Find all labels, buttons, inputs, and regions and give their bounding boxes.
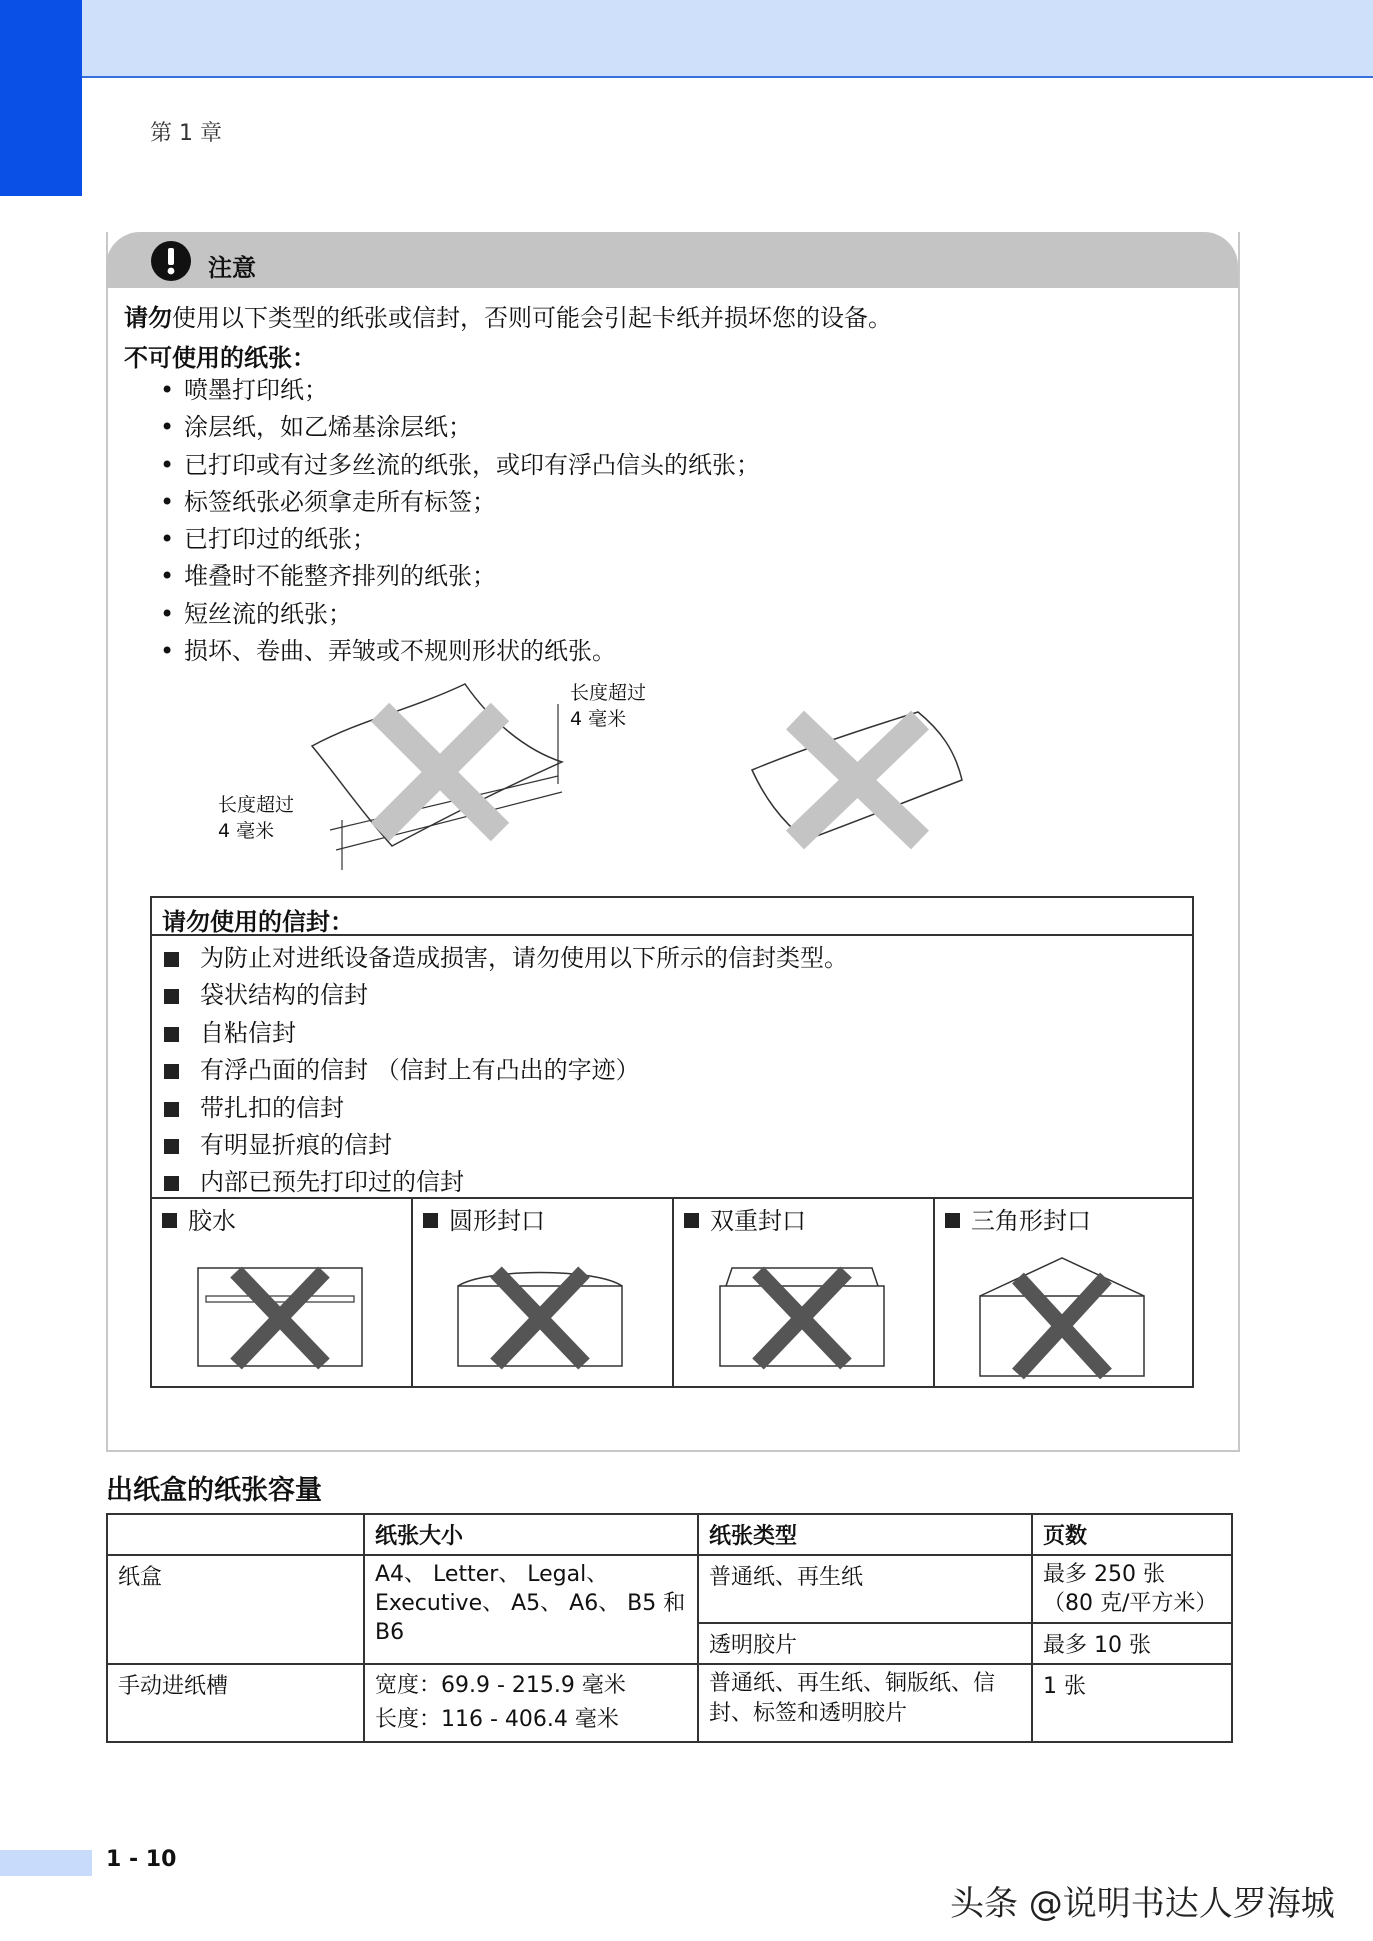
list-item: • 堆叠时不能整齐排列的纸张； bbox=[160, 558, 760, 595]
list-item: 袋状结构的信封 bbox=[162, 977, 848, 1014]
unusable-paper-title: 不可使用的纸张： bbox=[124, 344, 316, 372]
envelope-type-label: 三角形封口 bbox=[933, 1204, 1091, 1238]
chapter-label: 第 1 章 bbox=[150, 121, 222, 146]
list-item: 为防止对进纸设备造成损害，请勿使用以下所示的信封类型。 bbox=[162, 940, 848, 977]
capacity-title: 出纸盒的纸张容量 bbox=[106, 1475, 322, 1506]
curl-label-line1: 长度超过 bbox=[570, 682, 647, 704]
table-cell: 手动进纸槽 bbox=[107, 1664, 364, 1742]
envelope-list bbox=[162, 940, 848, 1202]
watermark: 头条 @说明书达人罗海城 bbox=[950, 1884, 1335, 1924]
table-cell: 纸盒 bbox=[107, 1555, 364, 1664]
list-item: 带扎扣的信封 bbox=[162, 1090, 848, 1127]
exclamation-icon bbox=[150, 240, 192, 282]
list-item: • 标签纸张必须拿走所有标签； bbox=[160, 484, 760, 521]
header-cell: 纸张大小 bbox=[364, 1514, 698, 1555]
curl-label-top bbox=[570, 680, 646, 732]
unusable-paper-list bbox=[160, 372, 760, 670]
table-row bbox=[107, 1664, 1232, 1742]
wrinkled-paper-illustration bbox=[740, 700, 970, 860]
curl-label-line1: 长度超过 bbox=[218, 794, 295, 816]
caution-header bbox=[106, 232, 1238, 288]
table-cell: 透明胶片 bbox=[698, 1623, 1032, 1664]
count-line: 最多 250 张 bbox=[1043, 1562, 1165, 1587]
header-band bbox=[0, 0, 1373, 78]
footer-band bbox=[0, 1850, 92, 1876]
header-cell bbox=[107, 1514, 364, 1555]
capacity-table bbox=[106, 1513, 1233, 1743]
list-item: 自粘信封 bbox=[162, 1015, 848, 1052]
triangle-flap-envelope-illustration bbox=[978, 1256, 1148, 1380]
curl-label-line2: 4 毫米 bbox=[218, 820, 275, 842]
header-cell: 页数 bbox=[1032, 1514, 1232, 1555]
round-flap-envelope-illustration bbox=[456, 1266, 626, 1370]
envelope-type-label: 圆形封口 bbox=[411, 1204, 545, 1238]
table-cell bbox=[364, 1664, 698, 1742]
list-item: • 已打印或有过多丝流的纸张，或印有浮凸信头的纸张； bbox=[160, 447, 760, 484]
table-row bbox=[107, 1555, 1232, 1623]
table-cell bbox=[1032, 1555, 1232, 1623]
list-item: • 喷墨打印纸； bbox=[160, 372, 760, 409]
caution-title: 注意 bbox=[208, 254, 256, 282]
envelope-title: 请勿使用的信封： bbox=[162, 908, 354, 936]
list-item: • 短丝流的纸张； bbox=[160, 596, 760, 633]
curl-label-line2: 4 毫米 bbox=[570, 708, 627, 730]
chapter-tab bbox=[0, 0, 82, 196]
envelope-type-label: 双重封口 bbox=[672, 1204, 806, 1238]
table-cell: 普通纸、再生纸、铜版纸、信封、标签和透明胶片 bbox=[698, 1664, 1032, 1742]
table-cell: 1 张 bbox=[1032, 1664, 1232, 1742]
curled-paper-illustration bbox=[300, 680, 580, 880]
list-item: 内部已预先打印过的信封 bbox=[162, 1164, 848, 1201]
curl-label-left bbox=[218, 792, 294, 844]
table-cell: 最多 10 张 bbox=[1032, 1623, 1232, 1664]
double-flap-envelope-illustration bbox=[718, 1266, 888, 1370]
table-row bbox=[107, 1514, 1232, 1555]
glue-envelope-illustration bbox=[196, 1266, 366, 1370]
intro-text: 使用以下类型的纸张或信封，否则可能会引起卡纸并损坏您的设备。 bbox=[172, 304, 892, 332]
envelope-type-label: 胶水 bbox=[150, 1204, 236, 1238]
page-number: 1 - 10 bbox=[106, 1847, 177, 1872]
list-item: • 涂层纸，如乙烯基涂层纸； bbox=[160, 409, 760, 446]
size-line: 长度：116 - 406.4 毫米 bbox=[375, 1707, 619, 1732]
table-cell: A4、 Letter、 Legal、 Executive、 A5、 A6、 B5 和 B6 bbox=[364, 1555, 698, 1664]
intro-bold: 请勿 bbox=[124, 304, 172, 332]
list-item: 有浮凸面的信封 （信封上有凸出的字迹） bbox=[162, 1052, 848, 1089]
header-cell: 纸张类型 bbox=[698, 1514, 1032, 1555]
list-item: 有明显折痕的信封 bbox=[162, 1127, 848, 1164]
count-line: （80 克/平方米） bbox=[1043, 1591, 1218, 1616]
table-cell: 普通纸、再生纸 bbox=[698, 1555, 1032, 1623]
size-line: 宽度：69.9 - 215.9 毫米 bbox=[375, 1673, 626, 1698]
list-item: • 损坏、卷曲、弄皱或不规则形状的纸张。 bbox=[160, 633, 760, 670]
list-item: • 已打印过的纸张； bbox=[160, 521, 760, 558]
caution-intro bbox=[124, 298, 892, 333]
